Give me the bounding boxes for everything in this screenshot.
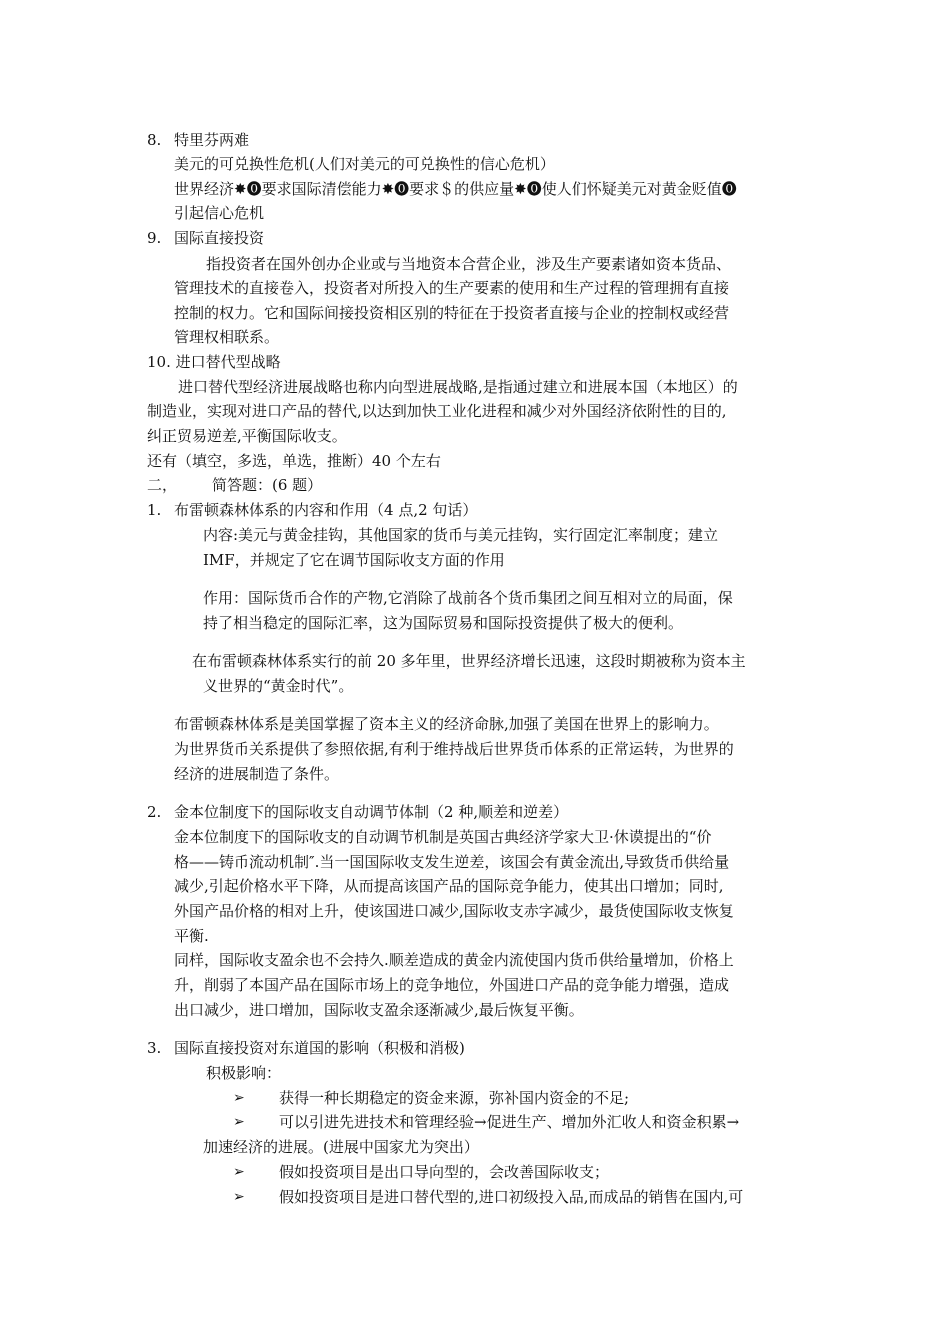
heading: 10. 进口替代型战略 — [147, 353, 281, 371]
item-number: 9. — [147, 229, 162, 247]
text-line: 经济的进展制造了条件。 — [174, 765, 340, 783]
text-line: 纠正贸易逆差,平衡国际收支。 — [147, 427, 347, 445]
heading: 金本位制度下的国际收支自动调节体制（2 种,顺差和逆差） — [174, 803, 569, 821]
text-line: 在布雷顿森林体系实行的前 20 多年里，世界经济增长迅速，这段时期被称为资本主 — [192, 652, 746, 670]
text-line: 控制的权力。它和国际间接投资相区别的特征在于投资者直接与企业的控制权或经营 — [174, 304, 730, 322]
text-line: 为世界货币关系提供了参照依据,有利于维持战后世界货币体系的正常运转，为世界的 — [174, 740, 734, 758]
text-line: 管理技术的直接卷入，投资者对所投入的生产要素的使用和生产过程的管理拥有直接 — [174, 279, 730, 297]
list-item: 获得一种长期稳定的资金来源，弥补国内资金的不足; — [279, 1089, 630, 1107]
text-line: 升，削弱了本国产品在国际市场上的竞争地位，外国进口产品的竞争能力增强，造成 — [174, 976, 730, 994]
heading: 布雷顿森林体系的内容和作用（4 点,2 句话） — [174, 501, 478, 519]
text-line: 出口减少，进口增加，国际收支盈余逐渐减少,最后恢复平衡。 — [174, 1001, 584, 1019]
heading: 国际直接投资对东道国的影响（积极和消极) — [174, 1039, 465, 1057]
section-heading: 简答题：(6 题） — [212, 476, 323, 494]
text-line: 持了相当稳定的国际汇率，这为国际贸易和国际投资提供了极大的便利。 — [203, 614, 684, 632]
heading: 国际直接投资 — [174, 229, 265, 247]
text-line: 还有（填空，多选，单选，推断）40 个左右 — [147, 452, 441, 470]
text-line: 世界经济✸⓿要求国际清偿能力✸⓿要求＄的供应量✸⓿使人们怀疑美元对黄金贬值⓿ — [174, 180, 737, 198]
text-line: 内容:美元与黄金挂钩，其他国家的货币与美元挂钩，实行固定汇率制度；建立 — [203, 526, 719, 544]
text-line: 积极影响： — [206, 1064, 282, 1082]
text-line: 义世界的“黄金时代”。 — [203, 677, 354, 695]
text-line: 引起信心危机 — [174, 204, 265, 222]
text-line: 加速经济的进展。(进展中国家尤为突出） — [203, 1138, 479, 1156]
text-line: 外国产品价格的相对上升，使该国进口减少,国际收支赤字减少，最货使国际收支恢复 — [174, 902, 734, 920]
item-number: 1. — [147, 501, 162, 519]
text-line: IMF，并规定了它在调节国际收支方面的作用 — [203, 551, 505, 569]
bullet-arrow-icon: ➢ — [233, 1189, 245, 1205]
item-number: 2. — [147, 803, 162, 821]
item-number: 3. — [147, 1039, 162, 1057]
text-line: 作用：国际货币合作的产物,它消除了战前各个货币集团之间互相对立的局面，保 — [203, 589, 733, 607]
bullet-arrow-icon: ➢ — [233, 1114, 245, 1130]
list-item: 假如投资项目是出口导向型的，会改善国际收支； — [279, 1163, 610, 1181]
text-line: 同样，国际收支盈余也不会持久.顺差造成的黄金内流使国内货币供给量增加，价格上 — [174, 951, 734, 969]
item-number: 8. — [147, 131, 162, 149]
text-line: 平衡. — [174, 927, 209, 945]
list-item: 可以引进先进技术和管理经验→促进生产、增加外汇收人和资金积累→ — [279, 1113, 740, 1131]
list-item: 假如投资项目是进口替代型的,进口初级投入品,而成品的销售在国内,可 — [279, 1188, 744, 1206]
bullet-arrow-icon: ➢ — [233, 1090, 245, 1106]
text-line: 美元的可兑换性危机(人们对美元的可兑换性的信心危机） — [174, 155, 555, 173]
text-line: 管理权相联系。 — [174, 328, 280, 346]
text-line: 指投资者在国外创办企业或与当地资本合营企业，涉及生产要素诸如资本货品、 — [206, 255, 732, 273]
text-line: 布雷顿森林体系是美国掌握了资本主义的经济命脉,加强了美国在世界上的影响力。 — [174, 715, 719, 733]
text-line: 进口替代型经济进展战略也称内向型进展战略,是指通过建立和进展本国（本地区）的 — [178, 378, 738, 396]
text-line: 格——铸币流动机制″.当一国国际收支发生逆差，该国会有黄金流出,导致货币供给量 — [174, 853, 730, 871]
heading: 特里芬两难 — [174, 131, 250, 149]
section-number: 二， — [147, 476, 178, 494]
text-line: 制造业，实现对进口产品的替代,以达到加快工业化进程和减少对外国经济依附性的目的, — [147, 402, 727, 420]
text-line: 金本位制度下的国际收支的自动调节机制是英国古典经济学家大卫·休谟提出的“价 — [174, 828, 712, 846]
text-line: 减少,引起价格水平下降，从而提高该国产品的国际竞争能力，使其出口增加；同时, — [174, 877, 724, 895]
bullet-arrow-icon: ➢ — [233, 1164, 245, 1180]
